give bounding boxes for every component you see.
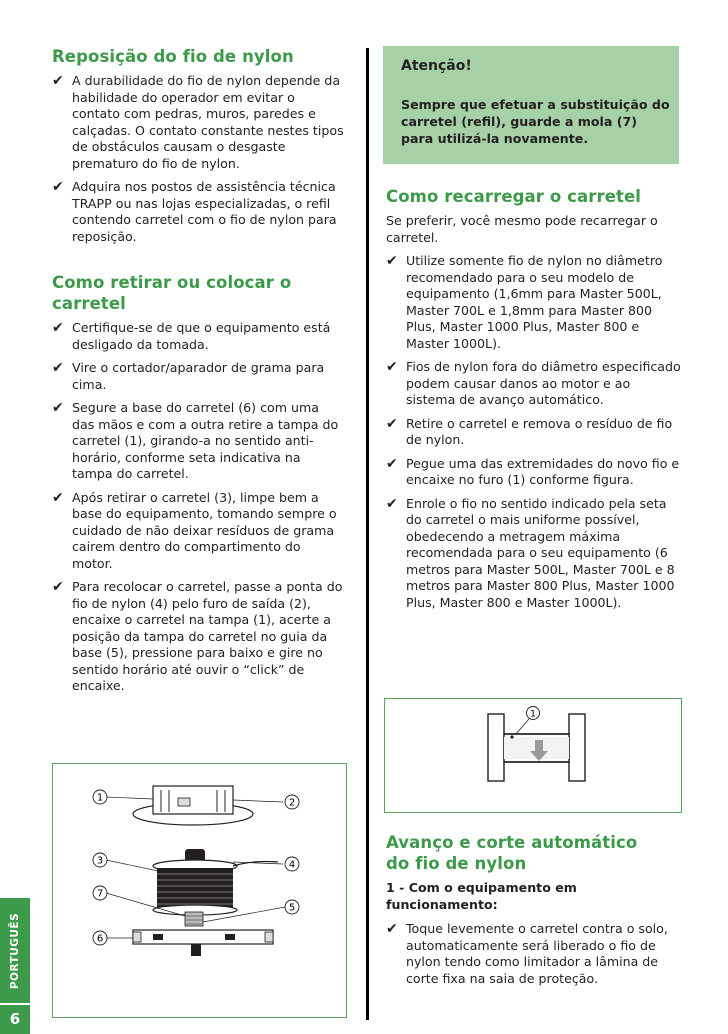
right-column	[386, 186, 682, 618]
nylon-replacement-list	[52, 73, 344, 245]
callout-label: 2	[288, 797, 296, 809]
page-number: 6	[0, 1005, 30, 1034]
check-icon: ✔	[52, 489, 64, 506]
callout-label: 1	[96, 792, 104, 804]
list-item: ✔ Enrole o fio no sentido indicado pela seta do carretel o mais uniforme possível, obedecendo a metragem máxima recomendada para o seu equipamento (6 metros para Master 500L, Master 700L e 8 metros para Master 800 Plus, Master 1000 Plus, Master 800 e Master 1000L).	[386, 495, 675, 610]
list-item: ✔ Certifique-se de que o equipamento está desligado da tomada.	[52, 320, 331, 352]
list-item: ✔ Vire o cortador/aparador de grama para cima.	[52, 360, 325, 392]
attention-body: Sempre que efetuar a substituição do carretel (refil), guarde a mola (7) para utilizá-la novamente.	[401, 97, 670, 146]
callout-label: 6	[96, 933, 104, 945]
attention-box	[383, 46, 679, 164]
check-icon: ✔	[52, 73, 64, 89]
column-divider	[366, 48, 369, 1020]
callout-layer	[53, 764, 346, 1017]
check-icon: ✔	[386, 415, 398, 432]
section-title-spool-removal: Como retirar ou colocar o carretel	[52, 273, 292, 313]
auto-feed-list	[386, 921, 682, 987]
callout-label: 7	[96, 888, 104, 900]
spool-removal-list	[52, 320, 344, 695]
callout-label: 4	[288, 859, 296, 871]
list-item: ✔ Utilize somente fio de nylon no diâmetro recomendado para o seu modelo de equipamento (1,6mm para Master 500L, Master 700L e 1,8mm para Master 800 Plus, Master 1000 Plus, Master 800 e Master 1000L).	[386, 253, 663, 351]
left-column	[52, 46, 344, 702]
reload-intro: Se preferir, você mesmo pode recarregar o carretel.	[386, 213, 658, 245]
list-item: ✔ Toque levemente o carretel contra o solo, automaticamente será liberado o fio de nylon tendo como limitador a lâmina de corte fixa na saia de proteção.	[386, 921, 668, 986]
reload-list	[386, 253, 682, 611]
language-tab: PORTUGUÊS	[0, 898, 30, 1003]
check-icon: ✔	[386, 359, 398, 375]
section-title-auto-feed: Avanço e corte automático do fio de nylon	[386, 833, 638, 873]
check-icon: ✔	[386, 495, 398, 512]
spool-illustration	[385, 699, 681, 812]
attention-title: Atenção!	[401, 58, 472, 74]
right-column-lower	[386, 832, 682, 994]
check-icon: ✔	[386, 921, 398, 937]
check-icon: ✔	[52, 360, 64, 376]
callout-label: 3	[96, 855, 104, 867]
list-item: ✔ Pegue uma das extremidades do novo fio e encaixe no furo (1) conforme figura.	[386, 455, 680, 487]
list-item: ✔ Fios de nylon fora do diâmetro especificado podem causar danos ao motor e ao sistema de avanço automático.	[386, 359, 681, 407]
parts-figure	[52, 763, 347, 1018]
callout-label: 5	[288, 902, 296, 914]
callout-label: 1	[530, 709, 536, 720]
spool-figure	[384, 698, 682, 813]
list-item: ✔ A durabilidade do fio de nylon depende da habilidade do operador em evitar o contato com pedras, muros, paredes e calçadas. O contato constante nestes tipos de obstáculos causam o desgaste prematuro do fio de nylon.	[52, 73, 344, 171]
check-icon: ✔	[386, 455, 398, 472]
check-icon: ✔	[52, 400, 64, 416]
check-icon: ✔	[52, 179, 64, 195]
list-item: ✔ Para recolocar o carretel, passe a ponta do fio de nylon (4) pelo furo de saída (2), encaixe o carretel na tampa (1), acerte a posição da tampa do carretel no guia da base (5), pressione para baixo e gire no sentido horário até ouvir o “click” de encaixe.	[52, 579, 343, 693]
section-title-nylon-replacement: Reposição do fio de nylon	[52, 47, 294, 66]
auto-feed-subhead: 1 - Com o equipamento em funcionamento:	[386, 880, 577, 912]
list-item: ✔ Adquira nos postos de assistência técnica TRAPP ou nas lojas especializadas, o refil contendo carretel com o fio de nylon para reposição.	[52, 179, 337, 244]
list-item: ✔ Retire o carretel e remova o resíduo de fio de nylon.	[386, 415, 673, 447]
check-icon: ✔	[386, 253, 398, 269]
check-icon: ✔	[52, 320, 64, 336]
list-item: ✔ Segure a base do carretel (6) com uma das mãos e com a outra retire a tampa do carretel (1), girando-a no sentido anti-horário, conforme seta indicativa na tampa do carretel.	[52, 400, 339, 481]
section-title-reload-spool: Como recarregar o carretel	[386, 187, 642, 206]
check-icon: ✔	[52, 579, 64, 595]
list-item: ✔ Após retirar o carretel (3), limpe bem a base do equipamento, tomando sempre o cuidado de não deixar resíduos de grama cairem dentro do compartimento do motor.	[52, 489, 337, 571]
